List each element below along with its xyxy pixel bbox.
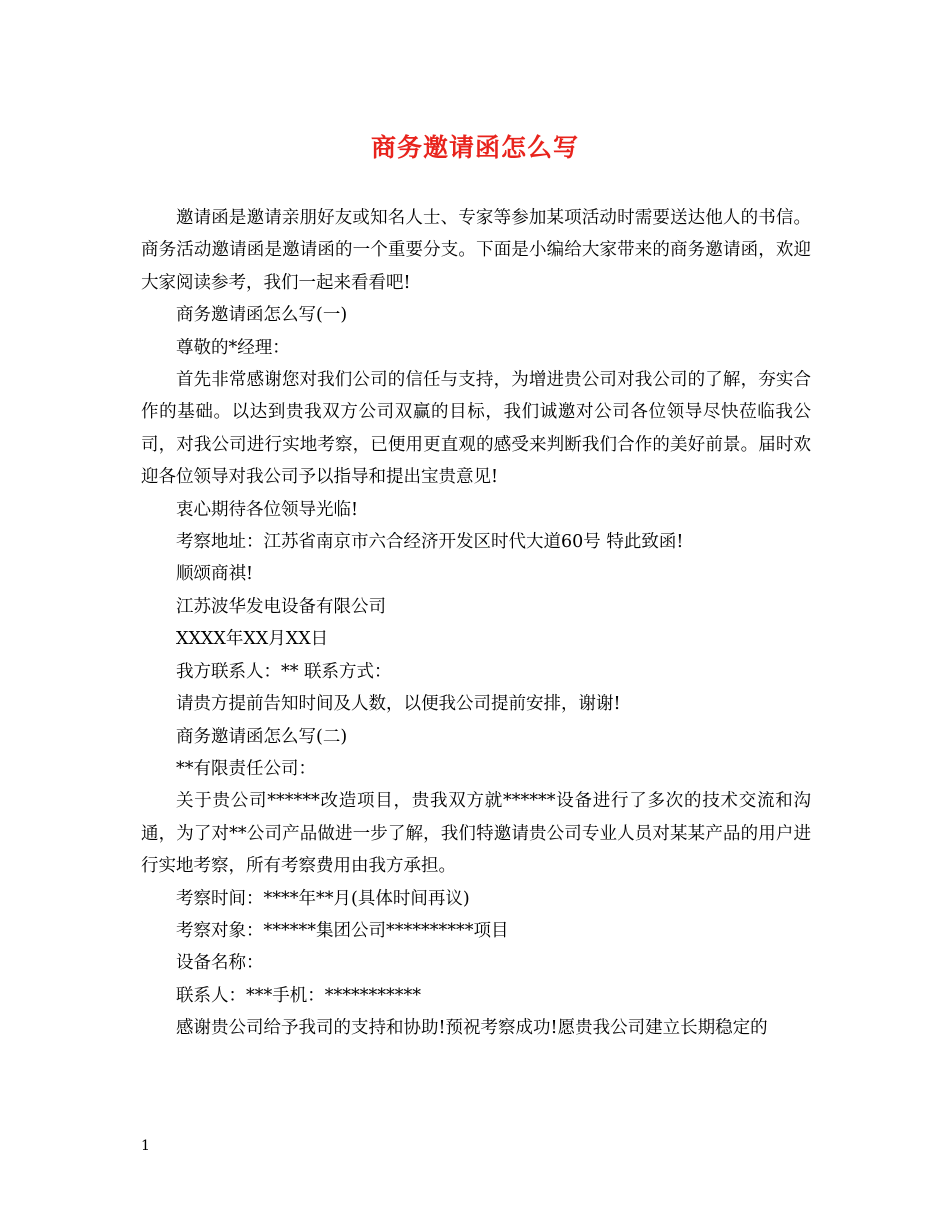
document-body bbox=[141, 202, 811, 1045]
salutation-2: **有限责任公司： bbox=[176, 758, 316, 779]
equipment-name: 设备名称： bbox=[176, 953, 264, 974]
document-title: 商务邀请函怎么写 bbox=[370, 133, 579, 162]
paragraph-body-1: 首先非常感谢您对我们公司的信任与支持，为增进贵公司对我公司的了解，夯实合作的基础。以达到贵我双方公司双赢的目标，我们诚邀对公司各位领导尽快莅临我公司，对我公司进行实地考察，已便用更直观的感受来判断我们合作的美好前景。届时欢迎各位领导对我公司予以指导和提出宝贵意见! bbox=[141, 370, 811, 488]
request-line: 请贵方提前告知时间及人数，以便我公司提前安排，谢谢! bbox=[176, 694, 621, 715]
paragraph-intro: 邀请函是邀请亲朋好友或知名人士、专家等参加某项活动时需要送达他人的书信。商务活动邀请函是邀请函的一个重要分支。下面是小编给大家带来的商务邀请函，欢迎大家阅读参考，我们一起来看看吧! bbox=[141, 208, 811, 293]
inspection-time: 考察时间：****年**月(具体时间再议) bbox=[176, 888, 470, 909]
closing-line-1: 衷心期待各位领导光临! bbox=[176, 499, 359, 520]
company-name: 江苏波华发电设备有限公司 bbox=[176, 596, 386, 617]
address-line: 考察地址：江苏省南京市六合经济开发区时代大道60号 特此致函! bbox=[176, 532, 684, 553]
greeting-line: 顺颂商祺! bbox=[176, 564, 254, 585]
paragraph-body-2: 关于贵公司******改造项目，贵我双方就******设备进行了多次的技术交流和沟通，为了对**公司产品做进一步了解，我们特邀请贵公司专业人员对某某产品的用户进行实地考察，所有考察费用由我方承担。 bbox=[141, 791, 811, 877]
paragraph-thanks: 感谢贵公司给予我司的支持和协助!预祝考察成功!愿贵我公司建立长期稳定的 bbox=[176, 1018, 768, 1039]
date-line: XXXX年XX月XX日 bbox=[176, 629, 329, 650]
contact-person: 联系人：***手机：*********** bbox=[176, 985, 421, 1006]
salutation-1: 尊敬的*经理： bbox=[176, 337, 290, 358]
inspection-target: 考察对象：******集团公司**********项目 bbox=[176, 920, 509, 941]
section-heading-2: 商务邀请函怎么写(二) bbox=[176, 726, 348, 747]
page-number: 1 bbox=[141, 1138, 150, 1154]
section-heading-1: 商务邀请函怎么写(一) bbox=[176, 305, 348, 326]
contact-line: 我方联系人：** 联系方式： bbox=[176, 661, 392, 682]
